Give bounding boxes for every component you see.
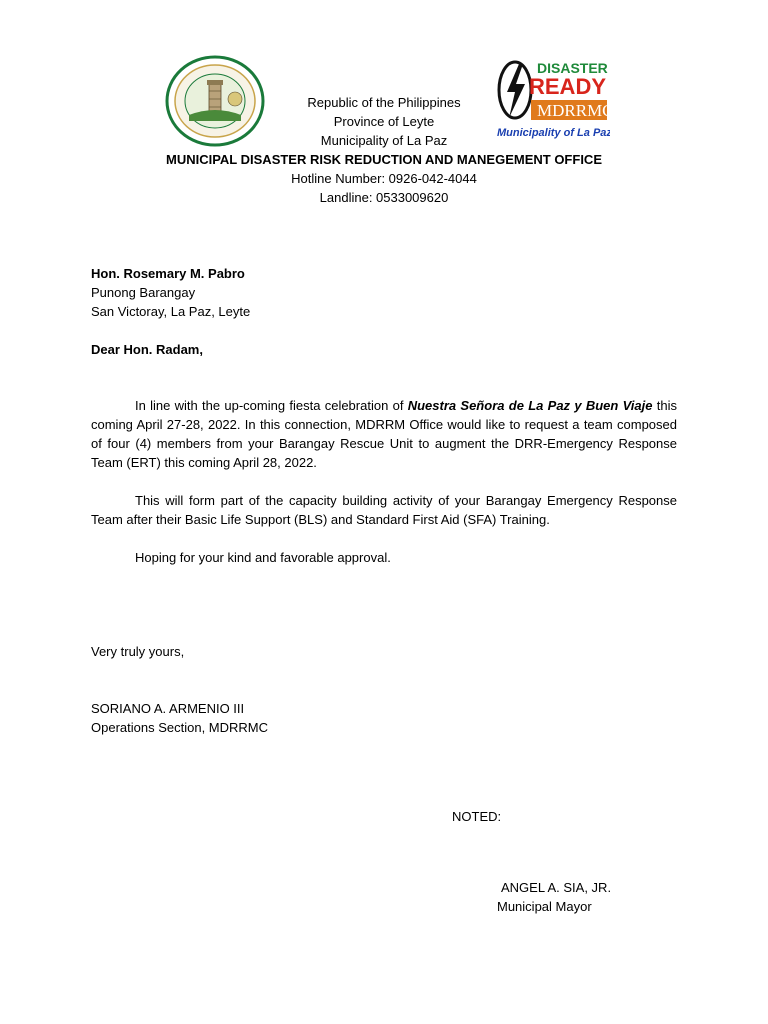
noted-position: Municipal Mayor	[497, 899, 592, 914]
noted-name: ANGEL A. SIA, JR.	[501, 880, 612, 895]
recipient-title: Punong Barangay	[91, 285, 196, 300]
header-landline: Landline: 0533009620	[319, 190, 449, 205]
noted-label: NOTED:	[452, 809, 502, 824]
body-paragraph-3: Hoping for your kind and favorable approval.	[135, 550, 391, 565]
recipient-name: Hon. Rosemary M. Pabro	[91, 266, 245, 281]
header-office: MUNICIPAL DISASTER RISK REDUCTION AND MANEGEMENT OFFICE	[166, 152, 602, 167]
svg-text:READY: READY	[529, 74, 607, 99]
salutation: Dear Hon. Radam,	[91, 342, 203, 357]
signatory-name: SORIANO A. ARMENIO III	[91, 701, 245, 716]
closing: Very truly yours,	[91, 644, 185, 659]
body-p1-pre: In line with the up-coming fiesta celebration of	[135, 398, 408, 413]
header-republic: Republic of the Philippines	[307, 95, 461, 110]
header-hotline: Hotline Number: 0926-042-4044	[291, 171, 477, 186]
svg-text:MDRRMC: MDRRMC	[537, 101, 610, 120]
svg-text:DISASTER: DISASTER	[537, 60, 608, 76]
signatory-position: Operations Section, MDRRMC	[91, 720, 268, 735]
body-paragraph-2: This will form part of the capacity building activity of your Barangay Emergency Response Team after their Basic Life Support (BLS) and Standard First Aid (SFA) Training.	[91, 493, 677, 527]
recipient-address: San Victoray, La Paz, Leyte	[91, 304, 251, 319]
header-province: Province of Leyte	[333, 114, 435, 129]
header-municipality: Municipality of La Paz	[320, 133, 448, 148]
body-paragraph-1	[91, 396, 677, 472]
body-p1-post: this coming April 27-28, 2022. In this connection, MDRRM Office would like to request a team composed of four (4) members from your Barangay Rescue Unit to augment the DRR-Emergency Response Team (ERT) this coming April 28, 2022.	[91, 398, 678, 470]
svg-text:Municipality of La Paz: Municipality of La Paz	[497, 127, 610, 139]
body-p1-fiesta-name: Nuestra Señora de La Paz y Buen Viaje	[407, 398, 653, 413]
